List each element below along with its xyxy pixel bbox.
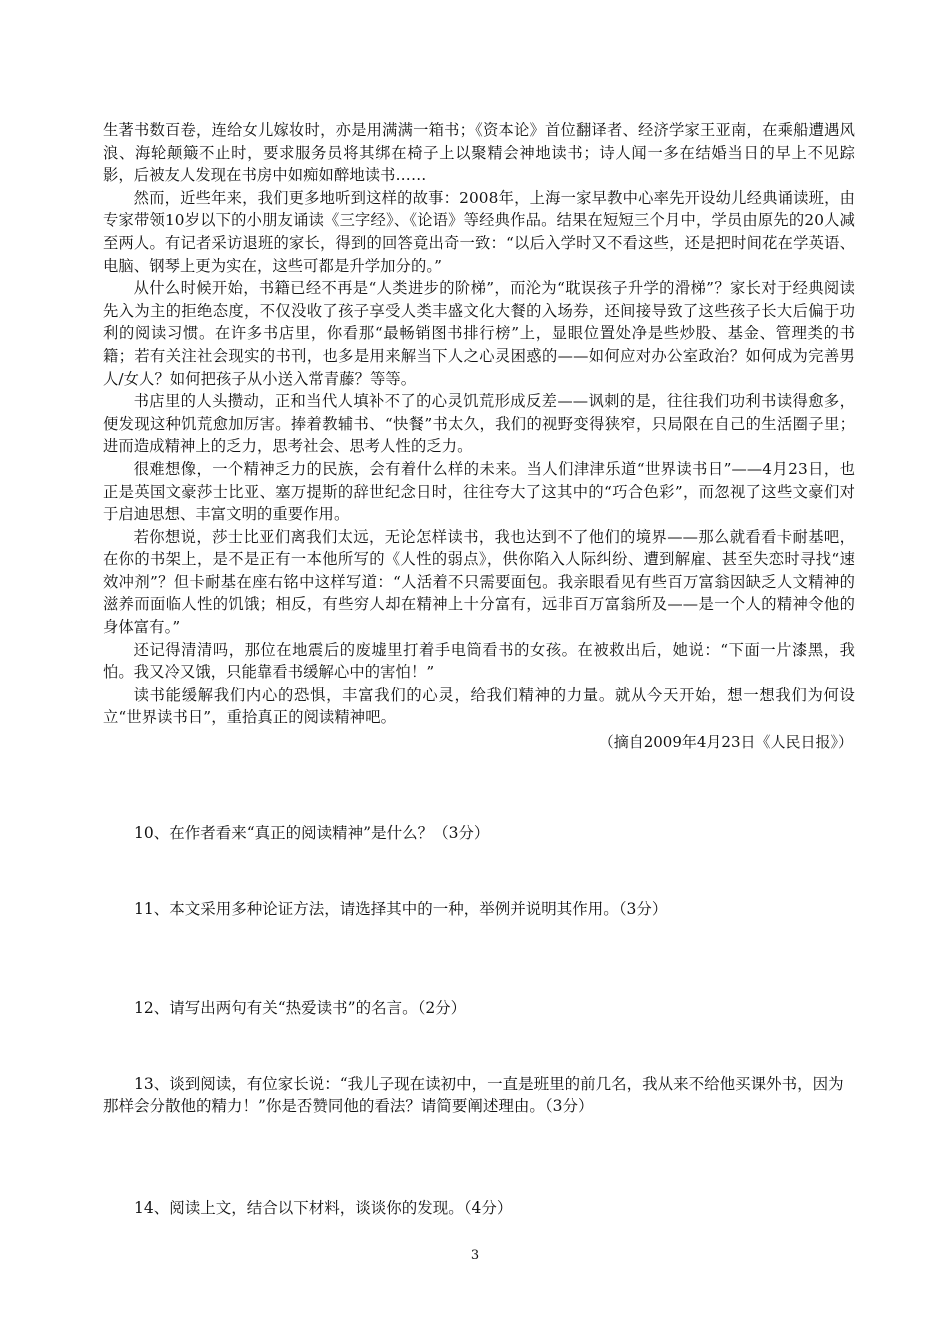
article-paragraph: 很难想像，一个精神乏力的民族，会有着什么样的未来。当人们津津乐道“世界读书日”——4月23日，也正是英国文豪莎士比亚、塞万提斯的辞世纪念日时，往往夸大了这其中的“巧合色彩”，而忽视了这些文豪们对于启迪思想、丰富文明的重要作用。 (103, 459, 855, 524)
question-14: 14、阅读上文，结合以下材料，谈谈你的发现。（4分） (134, 1199, 513, 1217)
article-paragraph: 读书能缓解我们内心的恐惧，丰富我们的心灵，给我们精神的力量。就从今天开始，想一想我们为何设立“世界读书日”，重拾真正的阅读精神吧。 (103, 685, 855, 727)
question-12: 12、请写出两句有关“热爱读书”的名言。（2分） (134, 999, 467, 1017)
article-paragraph: 生著书数百卷，连给女儿嫁妆时，亦是用满满一箱书；《资本论》首位翻译者、经济学家王亚南，在乘船遭遇风浪、海轮颠簸不止时，要求服务员将其绑在椅子上以聚精会神地读书；诗人闻一多在结婚当日的早上不见踪影，后被友人发现在书房中如痴如醉地读书…… (103, 121, 855, 185)
article-paragraph: 若你想说，莎士比亚们离我们太远，无论怎样读书，我也达到不了他们的境界——那么就看看卡耐基吧，在你的书架上，是不是正有一本他所写的《人性的弱点》，供你陷入人际纠纷、遭到解雇、甚至失恋时寻找“速效冲剂”？但卡耐基在座右铭中这样写道：“人活着不只需要面包。我亲眼看见有些百万富翁因缺乏人文精神的滋养而面临人性的饥饿；相反，有些穷人却在精神上十分富有，远非百万富翁所及——是一个人的精神令他的身体富有。” (103, 527, 855, 637)
article-paragraph: 书店里的人头攒动，正和当代人填补不了的心灵饥荒形成反差——讽刺的是，往往我们功利书读得愈多，便发现这种饥荒愈加厉害。捧着教辅书、“快餐”书太久，我们的视野变得狭窄，只局限在自己的生活圈子里；进而造成精神上的乏力，思考社会、思考人性的乏力。 (103, 392, 855, 456)
page-number: 3 (470, 1248, 480, 1263)
article-body (103, 119, 855, 753)
article-paragraph: 还记得清清吗，那位在地震后的废墟里打着手电筒看书的女孩。在被救出后，她说：“下面一片漆黑，我怕。我又冷又饿，只能靠看书缓解心中的害怕！” (103, 640, 855, 682)
article-paragraph: 从什么时候开始，书籍已经不再是“人类进步的阶梯”，而沦为“耽误孩子升学的滑梯”？家长对于经典阅读先入为主的拒绝态度，不仅没收了孩子享受人类丰盛文化大餐的入场券，还间接导致了这些孩子长大后偏于功利的阅读习惯。在许多书店里，你看那“最畅销图书排行榜”上，显眼位置处净是些炒股、基金、管理类的书籍；若有关注社会现实的书刊，也多是用来解当下人之心灵困惑的——如何应对办公室政治？如何成为完善男人/女人？如何把孩子从小送入常青藤？等等。 (103, 279, 855, 388)
article-source: （摘自2009年4月23日《人民日报》） (598, 733, 853, 752)
article-paragraph: 然而，近些年来，我们更多地听到这样的故事：2008年，上海一家早教中心率先开设幼儿经典诵读班，由专家带领10岁以下的小朋友诵读《三字经》、《论语》等经典作品。结果在短短三个月中，学员由原先的20人减至两人。有记者采访退班的家长，得到的回答竟出奇一致：“以后入学时又不看这些，还是把时间花在学英语、电脑、钢琴上更为实在，这些可都是升学加分的。” (103, 188, 855, 275)
question-13: 13、谈到阅读，有位家长说：“我儿子现在读初中，一直是班里的前几名，我从来不给他买课外书，因为那样会分散他的精力！”你是否赞同他的看法？请简要阐述理由。（3分） (103, 1075, 844, 1115)
question-11: 11、本文采用多种论证方法，请选择其中的一种，举例并说明其作用。（3分） (134, 900, 668, 918)
question-10: 10、在作者看来“真正的阅读精神”是什么？（3分） (134, 824, 490, 842)
